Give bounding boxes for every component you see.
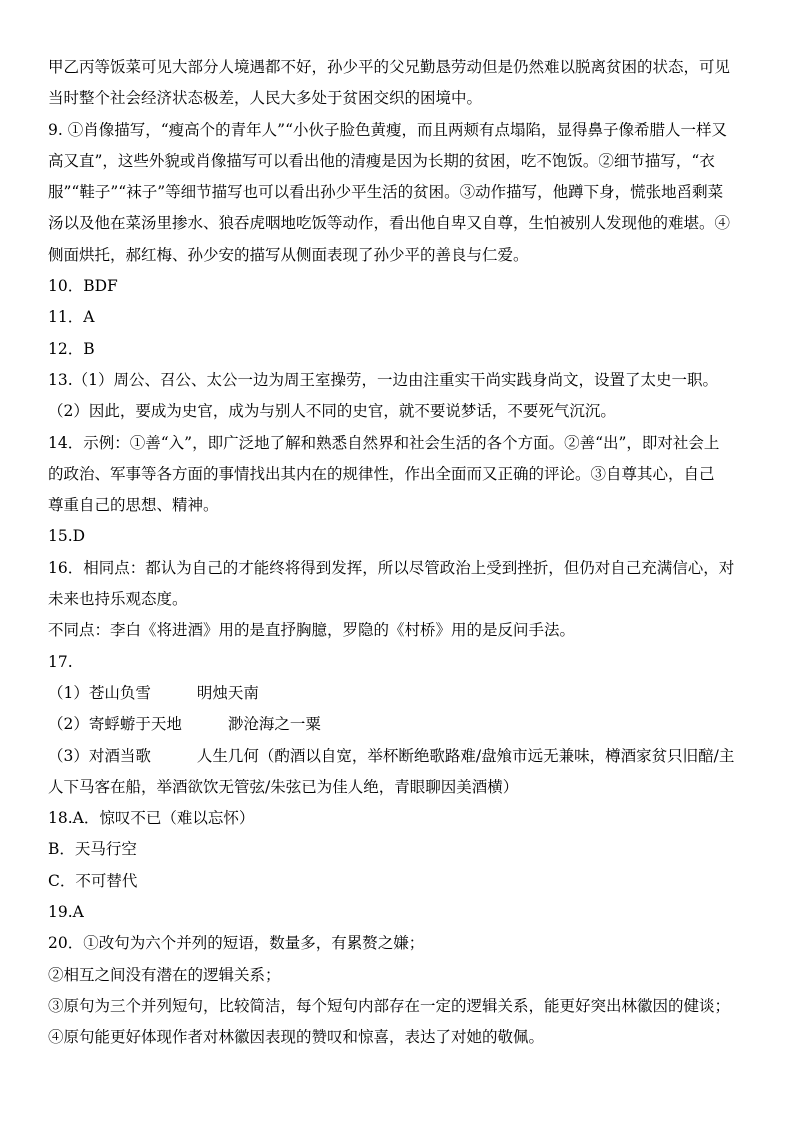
answer-17-number: 17. — [48, 652, 73, 671]
answer-16-line-2: 未来也持乐观态度。 — [48, 590, 188, 609]
answer-17-item-3-first: （3）对酒当歌 — [48, 746, 151, 765]
answer-15: 15.D — [48, 527, 86, 546]
answer-13-line-1: 13.（1）周公、召公、太公一边为周王室操劳，一边由注重实干尚实践身尚文，设置了太史一职。 — [48, 370, 719, 389]
answer-17-item-2-second: 渺沧海之一粟 — [227, 715, 321, 734]
answer-17-item-1-second: 明烛天南 — [196, 683, 259, 702]
answer-9-line-1: 9. ①肖像描写，“瘦高个的青年人”“小伙子脸色黄瘦，而且两颊有点塌陷，显得鼻子像希腊人一样又 — [48, 120, 727, 139]
answer-17-item-3 — [48, 741, 748, 772]
answer-9-line-4: 汤以及他在菜汤里掺水、狼吞虎咽地吃饭等动作，看出他自卑又自尊，生怕被别人发现他的难堪。④ — [48, 214, 731, 233]
answer-10: 10．BDF — [48, 277, 118, 296]
answer-17-item-3-second: 人生几何（酌酒以自宽，举杯断绝歌路难/盘飧市远无兼味，樽酒家贫只旧醅/主 — [196, 746, 735, 765]
answer-20-point-1: 20．①改句为六个并列的短语，数量多，有累赘之嫌； — [48, 934, 425, 953]
answer-9-line-2: 高又直”，这些外貌或肖像描写可以看出他的清瘦是因为长期的贫困，吃不饱饭。②细节描写，“衣 — [48, 151, 715, 170]
answer-20-point-4: ④原句能更好体现作者对林徽因表现的赞叹和惊喜，表达了对她的敬佩。 — [48, 1028, 545, 1047]
answer-16-line-3: 不同点：李白《将进酒》用的是直抒胸臆，罗隐的《村桥》用的是反问手法。 — [48, 621, 576, 640]
answer-18-b: B．天马行空 — [48, 840, 137, 859]
answer-11: 11．A — [48, 308, 95, 327]
answer-16-line-1: 16．相同点：都认为自己的才能终将得到发挥，所以尽管政治上受到挫折，但仍对自己充满信心，对 — [48, 558, 735, 577]
answer-document — [48, 52, 748, 1054]
answer-12: 12．B — [48, 339, 95, 358]
answer-14-line-2: 的政治、军事等各方面的事情找出其内在的规律性，作出全面而又正确的评论。③自尊其心，自己 — [48, 464, 715, 483]
answer-20-point-3: ③原句为三个并列短句，比较简洁，每个短句内部存在一定的逻辑关系，能更好突出林徽因的健谈； — [48, 996, 731, 1015]
answer-8-line-1: 甲乙丙等饭菜可见大部分人境遇都不好，孙少平的父兄勤恳劳动但是仍然难以脱离贫困的状态，可见 — [48, 58, 731, 76]
answer-9-line-5: 侧面烘托，郝红梅、孙少安的描写从侧面表现了孙少平的善良与仁爱。 — [48, 245, 529, 264]
answer-17-item-1-first: （1）苍山负雪 — [48, 683, 151, 702]
answer-9-line-3: 服”“鞋子”“袜子”等细节描写也可以看出孙少平生活的贫困。③动作描写，他蹲下身，慌张地舀剩菜 — [48, 183, 724, 202]
answer-17-item-2-first: （2）寄蜉蝣于天地 — [48, 715, 182, 734]
answer-17-item-1 — [48, 678, 748, 709]
answer-17-item-3-continued: 人下马客在船，举酒欲饮无管弦/朱弦已为佳人绝，青眼聊因美酒横） — [48, 777, 519, 796]
answer-19: 19.A — [48, 903, 84, 922]
answer-18-a: 18.A．惊叹不已（难以忘怀） — [48, 809, 255, 828]
answer-8-line-2: 当时整个社会经济状态极差，人民大多处于贫困交织的困境中。 — [48, 89, 483, 108]
answer-14-line-1: 14．示例：①善“入”，即广泛地了解和熟悉自然界和社会生活的各个方面。②善“出”，即对社会上 — [48, 433, 720, 452]
answer-14-line-3: 尊重自己的思想、精神。 — [48, 496, 219, 515]
answer-13-line-2: （2）因此，要成为史官，成为与别人不同的史官，就不要说梦话，不要死气沉沉。 — [48, 402, 616, 421]
answer-18-c: C．不可替代 — [48, 871, 138, 890]
answer-20-point-2: ②相互之间没有潜在的逻辑关系； — [48, 965, 281, 984]
answer-17-item-2 — [48, 709, 748, 740]
